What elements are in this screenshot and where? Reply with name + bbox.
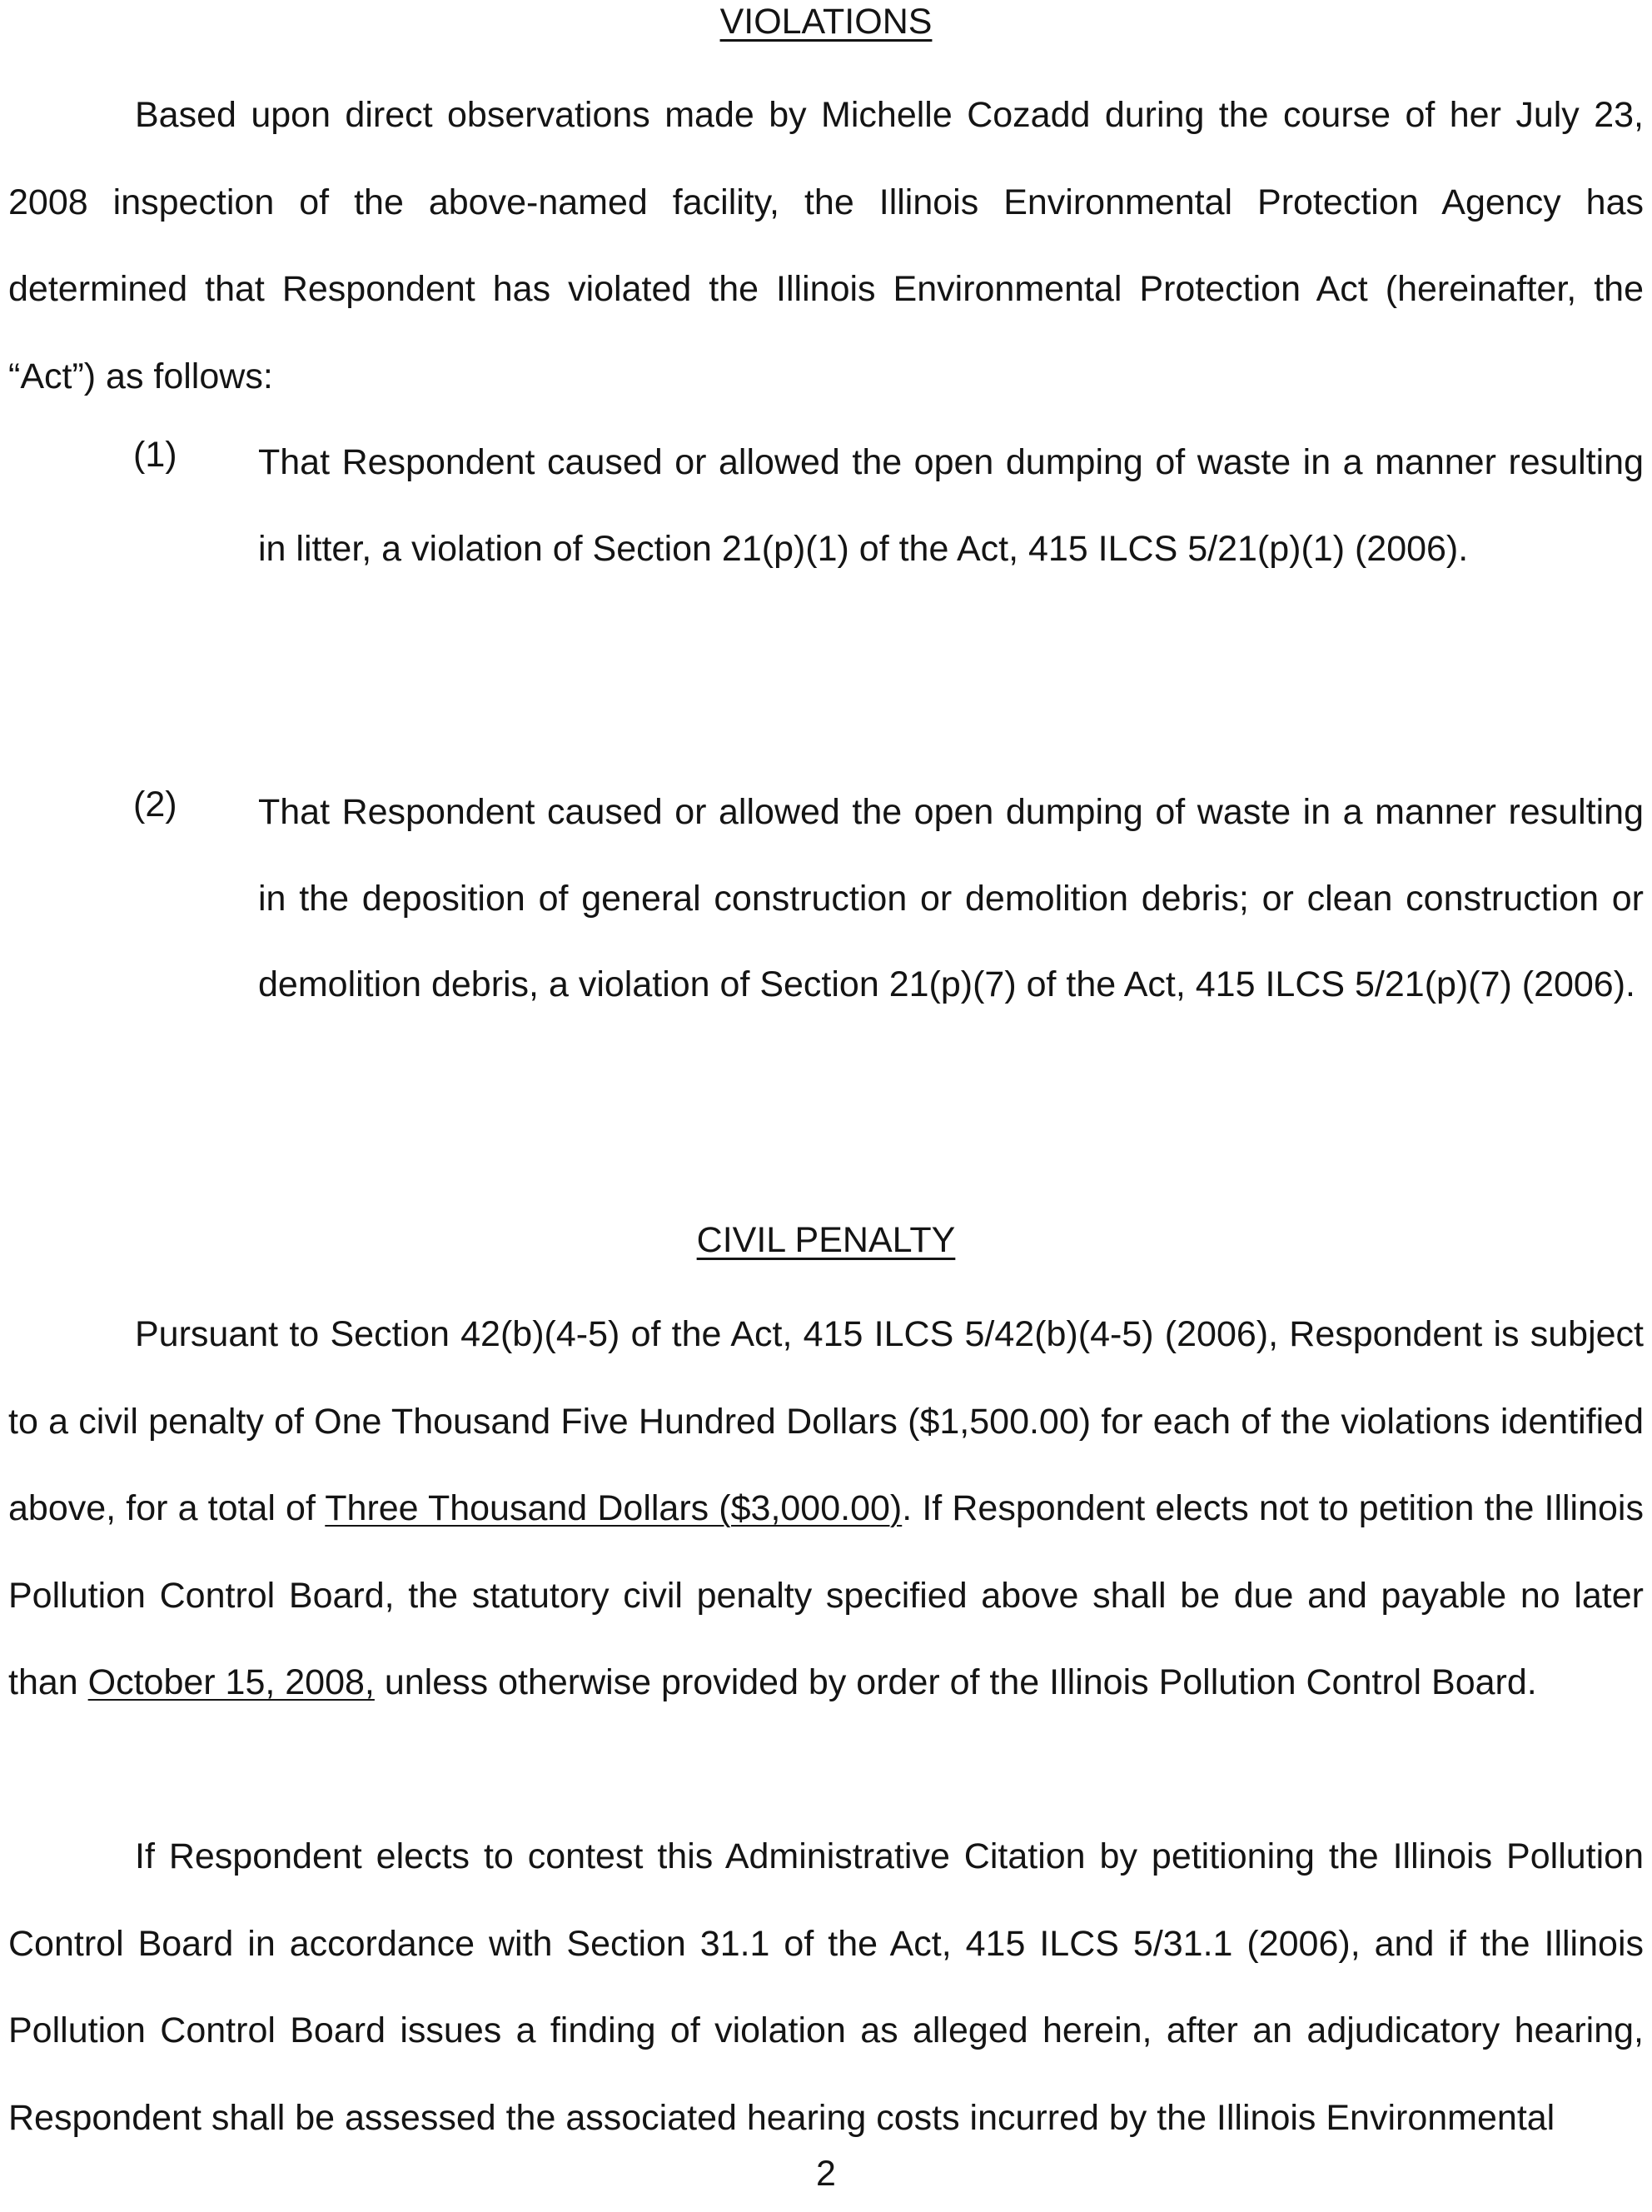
civil-penalty-text-part3: unless otherwise provided by order of the Illinois Pollution Control Board.: [374, 1662, 1537, 1702]
violation-item-number: (1): [133, 435, 177, 475]
violation-item-text: That Respondent caused or allowed the open dumping of waste in a manner resulting in litter, a violation of Section 21(p)(1) of the Act, 415 ILCS 5/21(p)(1) (2006).: [258, 442, 1644, 569]
page-number: 2: [816, 2154, 836, 2194]
civil-penalty-text-part1: Pursuant to Section 42(b)(4-5) of the Act, 415 ILCS 5/42(b)(4-5) (2006), Respondent is subject to a civil penalty of One Thousand Five Hundred Dollars ($1,500.00) for each of the violations identified above, for a total of: [8, 1314, 1644, 1528]
penalty-due-date: October 15, 2008,: [87, 1662, 375, 1702]
violation-item-text: That Respondent caused or allowed the open dumping of waste in a manner resulting in the deposition of general construction or demolition debris; or clean construction or demolition debris, a violation of Section 21(p)(7) of the Act, 415 ILCS 5/21(p)(7) (2006).: [258, 792, 1644, 1004]
penalty-total-amount: Three Thousand Dollars ($3,000.00): [325, 1488, 903, 1528]
contest-citation-paragraph: If Respondent elects to contest this Administrative Citation by petitioning the Illinois Pollution Control Board in accordance with Section 31.1 of the Act, 415 ILCS 5/31.1 (2006), and if the Illinois Pollution Control Board issues a finding of violation as alleged herein, after an adjudicatory hearing, Respondent shall be assessed the associated hearing costs incurred by the Illinois Environmental: [8, 1836, 1644, 2138]
civil-penalty-paragraph: [8, 1291, 1644, 1726]
violation-item-number: (2): [133, 785, 177, 825]
civil-penalty-heading: CIVIL PENALTY: [696, 1220, 956, 1260]
civil-penalty-text-part2: . If Respondent elects not to petition the Illinois Pollution Control Board, the statutory civil penalty specified above shall be due and payable no later than: [8, 1488, 1644, 1702]
violations-intro-paragraph: Based upon direct observations made by Michelle Cozadd during the course of her July 23, 2008 inspection of the above-named facility, the Illinois Environmental Protection Agency has determined that Respondent has violated the Illinois Environmental Protection Act (hereinafter, the “Act”) as follows:: [8, 95, 1644, 396]
violations-heading: VIOLATIONS: [719, 2, 933, 42]
